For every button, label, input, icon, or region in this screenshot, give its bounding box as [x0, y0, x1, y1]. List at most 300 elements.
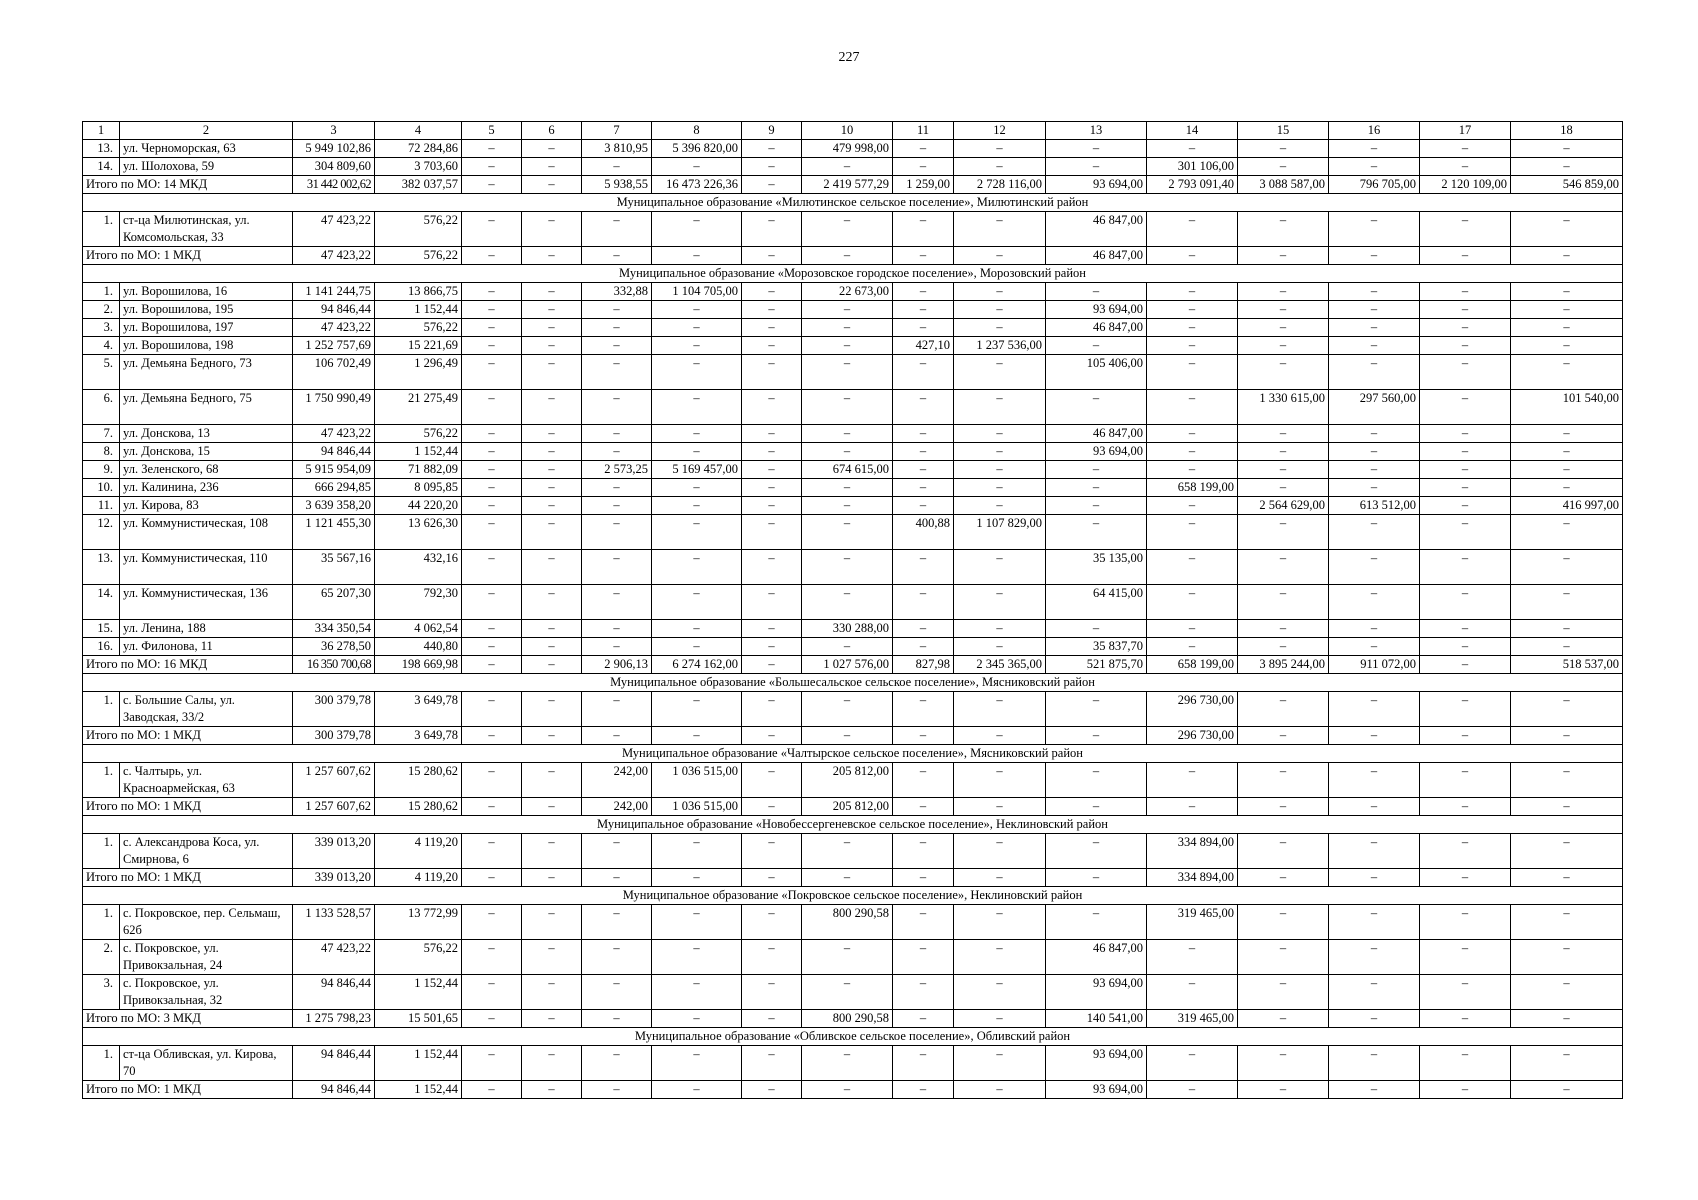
value-cell: – — [954, 550, 1046, 585]
value-cell: – — [1238, 515, 1329, 550]
value-cell: – — [1420, 212, 1511, 247]
value-cell: 800 290,58 — [802, 1010, 893, 1028]
value-cell: 2 573,25 — [582, 461, 652, 479]
address-cell: ул. Шолохова, 59 — [120, 158, 293, 176]
value-cell: – — [954, 497, 1046, 515]
total-row — [83, 1081, 1623, 1099]
value-cell: – — [742, 158, 802, 176]
value-cell: 2 345 365,00 — [954, 656, 1046, 674]
value-cell: – — [522, 834, 582, 869]
table-row — [83, 461, 1623, 479]
value-cell: – — [582, 479, 652, 497]
row-index: 13. — [83, 140, 120, 158]
value-cell: – — [742, 620, 802, 638]
value-cell: – — [1420, 337, 1511, 355]
value-cell: 94 846,44 — [293, 1046, 375, 1081]
value-cell: – — [1511, 869, 1623, 887]
value-cell: – — [652, 940, 742, 975]
section-header-row — [83, 194, 1623, 212]
value-cell: – — [954, 319, 1046, 337]
value-cell: 2 120 109,00 — [1420, 176, 1511, 194]
municipality-title: Муниципальное образование «Покровское сельское поселение», Неклиновский район — [83, 887, 1623, 905]
value-cell: – — [893, 140, 954, 158]
value-cell: – — [1147, 975, 1238, 1010]
value-cell: – — [1238, 692, 1329, 727]
value-cell: – — [1046, 834, 1147, 869]
column-number-cell: 12 — [954, 122, 1046, 140]
address-cell: ул. Филонова, 11 — [120, 638, 293, 656]
value-cell: – — [802, 585, 893, 620]
value-cell: – — [462, 763, 522, 798]
value-cell: 2 564 629,00 — [1238, 497, 1329, 515]
value-cell: – — [954, 461, 1046, 479]
table-row — [83, 620, 1623, 638]
value-cell: – — [893, 834, 954, 869]
total-label: Итого по МО: 1 МКД — [83, 798, 293, 816]
value-cell: – — [522, 869, 582, 887]
value-cell: – — [582, 585, 652, 620]
value-cell: 1 036 515,00 — [652, 763, 742, 798]
row-index: 6. — [83, 390, 120, 425]
value-cell: – — [1046, 692, 1147, 727]
value-cell: – — [742, 515, 802, 550]
value-cell: 330 288,00 — [802, 620, 893, 638]
value-cell: – — [652, 585, 742, 620]
value-cell: 1 257 607,62 — [293, 763, 375, 798]
value-cell: 46 847,00 — [1046, 247, 1147, 265]
address-cell: ул. Зеленского, 68 — [120, 461, 293, 479]
value-cell: – — [954, 301, 1046, 319]
address-cell: ул. Донскова, 13 — [120, 425, 293, 443]
value-cell: 5 169 457,00 — [652, 461, 742, 479]
value-cell: 1 152,44 — [375, 1046, 462, 1081]
value-cell: – — [954, 479, 1046, 497]
address-cell: ст-ца Обливская, ул. Кирова, 70 — [120, 1046, 293, 1081]
value-cell: – — [893, 585, 954, 620]
address-cell: ст-ца Милютинская, ул. Комсомольская, 33 — [120, 212, 293, 247]
value-cell: 72 284,86 — [375, 140, 462, 158]
value-cell: 65 207,30 — [293, 585, 375, 620]
value-cell: – — [1420, 283, 1511, 301]
value-cell: – — [1238, 443, 1329, 461]
value-cell: – — [1420, 443, 1511, 461]
table-row — [83, 301, 1623, 319]
value-cell: – — [652, 443, 742, 461]
value-cell: – — [462, 301, 522, 319]
value-cell: – — [522, 301, 582, 319]
value-cell: – — [893, 355, 954, 390]
value-cell: – — [1329, 727, 1420, 745]
value-cell: – — [1329, 905, 1420, 940]
value-cell: – — [652, 337, 742, 355]
value-cell: – — [954, 975, 1046, 1010]
value-cell: – — [1238, 727, 1329, 745]
value-cell: 47 423,22 — [293, 212, 375, 247]
value-cell: – — [1329, 355, 1420, 390]
value-cell: – — [893, 479, 954, 497]
value-cell: 94 846,44 — [293, 975, 375, 1010]
value-cell: – — [742, 461, 802, 479]
value-cell: – — [1046, 158, 1147, 176]
value-cell: – — [1329, 337, 1420, 355]
value-cell: – — [742, 1046, 802, 1081]
value-cell: – — [652, 727, 742, 745]
value-cell: – — [582, 497, 652, 515]
total-row — [83, 798, 1623, 816]
value-cell: – — [1511, 443, 1623, 461]
section-header-row — [83, 816, 1623, 834]
row-index: 3. — [83, 319, 120, 337]
column-number-cell: 15 — [1238, 122, 1329, 140]
value-cell: – — [582, 319, 652, 337]
value-cell: – — [1511, 905, 1623, 940]
value-cell: – — [1238, 975, 1329, 1010]
table-row — [83, 763, 1623, 798]
value-cell: – — [742, 355, 802, 390]
value-cell: 242,00 — [582, 798, 652, 816]
value-cell: – — [1329, 798, 1420, 816]
value-cell: – — [1147, 763, 1238, 798]
value-cell: – — [1329, 515, 1420, 550]
value-cell: – — [1420, 515, 1511, 550]
value-cell: 1 027 576,00 — [802, 656, 893, 674]
value-cell: – — [893, 638, 954, 656]
row-index: 1. — [83, 1046, 120, 1081]
value-cell: – — [1147, 390, 1238, 425]
value-cell: – — [1046, 479, 1147, 497]
value-cell: – — [1238, 798, 1329, 816]
value-cell: 46 847,00 — [1046, 940, 1147, 975]
value-cell: 46 847,00 — [1046, 212, 1147, 247]
value-cell: 5 949 102,86 — [293, 140, 375, 158]
column-number-cell: 7 — [582, 122, 652, 140]
value-cell: – — [462, 656, 522, 674]
value-cell: – — [582, 940, 652, 975]
value-cell: – — [462, 247, 522, 265]
value-cell: 205 812,00 — [802, 798, 893, 816]
value-cell: 427,10 — [893, 337, 954, 355]
value-cell: – — [522, 1046, 582, 1081]
value-cell: – — [522, 479, 582, 497]
value-cell: – — [893, 975, 954, 1010]
value-cell: 15 221,69 — [375, 337, 462, 355]
value-cell: 205 812,00 — [802, 763, 893, 798]
value-cell: – — [652, 515, 742, 550]
total-label: Итого по МО: 14 МКД — [83, 176, 293, 194]
value-cell: – — [893, 461, 954, 479]
row-index: 5. — [83, 355, 120, 390]
value-cell: – — [1046, 620, 1147, 638]
value-cell: 334 894,00 — [1147, 869, 1238, 887]
value-cell: – — [1329, 1081, 1420, 1099]
value-cell: – — [462, 692, 522, 727]
value-cell: – — [1147, 443, 1238, 461]
value-cell: – — [1329, 585, 1420, 620]
value-cell: – — [582, 443, 652, 461]
row-index: 1. — [83, 834, 120, 869]
value-cell: – — [1238, 158, 1329, 176]
value-cell: – — [1511, 337, 1623, 355]
value-cell: 666 294,85 — [293, 479, 375, 497]
value-cell: – — [1147, 355, 1238, 390]
value-cell: 15 280,62 — [375, 763, 462, 798]
row-index: 9. — [83, 461, 120, 479]
row-index: 16. — [83, 638, 120, 656]
value-cell: – — [1511, 140, 1623, 158]
value-cell: – — [1511, 319, 1623, 337]
column-number-cell: 18 — [1511, 122, 1623, 140]
value-cell: – — [522, 461, 582, 479]
table-row — [83, 443, 1623, 461]
value-cell: 1 152,44 — [375, 443, 462, 461]
value-cell: – — [462, 798, 522, 816]
value-cell: – — [742, 319, 802, 337]
value-cell: – — [802, 940, 893, 975]
value-cell: – — [954, 390, 1046, 425]
value-cell: 521 875,70 — [1046, 656, 1147, 674]
municipality-title: Муниципальное образование «Большесальское сельское поселение», Мясниковский район — [83, 674, 1623, 692]
value-cell: – — [522, 176, 582, 194]
value-cell: – — [1147, 283, 1238, 301]
address-cell: ул. Донскова, 15 — [120, 443, 293, 461]
value-cell: – — [1511, 834, 1623, 869]
value-cell: 5 938,55 — [582, 176, 652, 194]
value-cell: – — [652, 869, 742, 887]
value-cell: – — [652, 479, 742, 497]
value-cell: – — [582, 975, 652, 1010]
value-cell: – — [1329, 1046, 1420, 1081]
value-cell: 93 694,00 — [1046, 443, 1147, 461]
value-cell: – — [1147, 585, 1238, 620]
value-cell: – — [462, 283, 522, 301]
value-cell: – — [1511, 283, 1623, 301]
value-cell: 36 278,50 — [293, 638, 375, 656]
value-cell: – — [893, 905, 954, 940]
value-cell: – — [1420, 763, 1511, 798]
address-cell: ул. Демьяна Бедного, 75 — [120, 390, 293, 425]
value-cell: – — [522, 158, 582, 176]
value-cell: 16 350 700,68 — [293, 656, 375, 674]
row-index: 12. — [83, 515, 120, 550]
value-cell: 319 465,00 — [1147, 905, 1238, 940]
value-cell: – — [802, 727, 893, 745]
value-cell: – — [522, 905, 582, 940]
value-cell: – — [522, 515, 582, 550]
value-cell: – — [1420, 638, 1511, 656]
municipality-title: Муниципальное образование «Милютинское сельское поселение», Милютинский район — [83, 194, 1623, 212]
value-cell: – — [1238, 940, 1329, 975]
value-cell: – — [802, 1081, 893, 1099]
total-row — [83, 247, 1623, 265]
value-cell: – — [1329, 763, 1420, 798]
value-cell: – — [1238, 140, 1329, 158]
value-cell: – — [1511, 763, 1623, 798]
column-number-cell: 16 — [1329, 122, 1420, 140]
value-cell: – — [1511, 158, 1623, 176]
value-cell: – — [1420, 798, 1511, 816]
value-cell: – — [582, 620, 652, 638]
value-cell: – — [802, 425, 893, 443]
value-cell: – — [582, 1081, 652, 1099]
value-cell: – — [652, 834, 742, 869]
value-cell: – — [1420, 355, 1511, 390]
value-cell: 332,88 — [582, 283, 652, 301]
value-cell: – — [582, 727, 652, 745]
value-cell: – — [1329, 301, 1420, 319]
value-cell: 2 906,13 — [582, 656, 652, 674]
total-label: Итого по МО: 3 МКД — [83, 1010, 293, 1028]
value-cell: – — [462, 319, 522, 337]
value-cell: – — [1147, 301, 1238, 319]
value-cell: – — [1511, 1046, 1623, 1081]
value-cell: 440,80 — [375, 638, 462, 656]
value-cell: – — [582, 834, 652, 869]
value-cell: – — [462, 443, 522, 461]
value-cell: – — [1329, 140, 1420, 158]
value-cell: 432,16 — [375, 550, 462, 585]
value-cell: – — [1329, 212, 1420, 247]
value-cell: 5 396 820,00 — [652, 140, 742, 158]
total-row — [83, 1010, 1623, 1028]
value-cell: – — [462, 727, 522, 745]
value-cell: – — [652, 1010, 742, 1028]
value-cell: – — [522, 763, 582, 798]
value-cell: 792,30 — [375, 585, 462, 620]
value-cell: – — [802, 692, 893, 727]
value-cell: 1 252 757,69 — [293, 337, 375, 355]
value-cell: 198 669,98 — [375, 656, 462, 674]
value-cell: – — [1329, 479, 1420, 497]
value-cell: 47 423,22 — [293, 425, 375, 443]
value-cell: – — [1511, 550, 1623, 585]
value-cell: – — [1420, 620, 1511, 638]
value-cell: – — [742, 497, 802, 515]
value-cell: – — [1238, 247, 1329, 265]
value-cell: – — [802, 301, 893, 319]
value-cell: 93 694,00 — [1046, 301, 1147, 319]
value-cell: – — [1420, 479, 1511, 497]
column-number-cell: 3 — [293, 122, 375, 140]
value-cell: – — [522, 940, 582, 975]
value-cell: – — [1147, 319, 1238, 337]
value-cell: – — [1420, 656, 1511, 674]
table-row — [83, 905, 1623, 940]
value-cell: – — [1420, 869, 1511, 887]
value-cell: 800 290,58 — [802, 905, 893, 940]
row-index: 1. — [83, 763, 120, 798]
value-cell: 2 728 116,00 — [954, 176, 1046, 194]
value-cell: – — [1238, 1010, 1329, 1028]
value-cell: 1 133 528,57 — [293, 905, 375, 940]
value-cell: – — [1046, 140, 1147, 158]
value-cell: – — [522, 283, 582, 301]
value-cell: – — [1046, 283, 1147, 301]
value-cell: 304 809,60 — [293, 158, 375, 176]
table-row — [83, 390, 1623, 425]
value-cell: – — [954, 869, 1046, 887]
value-cell: – — [652, 247, 742, 265]
value-cell: – — [742, 479, 802, 497]
value-cell: 8 095,85 — [375, 479, 462, 497]
value-cell: 296 730,00 — [1147, 727, 1238, 745]
value-cell: 1 257 607,62 — [293, 798, 375, 816]
value-cell: – — [802, 1046, 893, 1081]
value-cell: – — [1329, 550, 1420, 585]
value-cell: – — [1046, 727, 1147, 745]
value-cell: – — [1147, 620, 1238, 638]
value-cell: 4 119,20 — [375, 834, 462, 869]
value-cell: – — [893, 497, 954, 515]
value-cell: – — [954, 425, 1046, 443]
value-cell: – — [522, 319, 582, 337]
value-cell: – — [1329, 975, 1420, 1010]
value-cell: 13 772,99 — [375, 905, 462, 940]
value-cell: 1 259,00 — [893, 176, 954, 194]
value-cell: 71 882,09 — [375, 461, 462, 479]
value-cell: 334 350,54 — [293, 620, 375, 638]
value-cell: – — [742, 656, 802, 674]
value-cell: 2 419 577,29 — [802, 176, 893, 194]
value-cell: – — [1511, 975, 1623, 1010]
column-number-cell: 9 — [742, 122, 802, 140]
value-cell: – — [893, 869, 954, 887]
value-cell: – — [1238, 301, 1329, 319]
value-cell: – — [652, 692, 742, 727]
value-cell: – — [1420, 905, 1511, 940]
value-cell: 47 423,22 — [293, 247, 375, 265]
value-cell: – — [652, 620, 742, 638]
value-cell: – — [522, 975, 582, 1010]
value-cell: – — [582, 869, 652, 887]
value-cell: – — [1147, 1046, 1238, 1081]
value-cell: – — [462, 479, 522, 497]
value-cell: – — [893, 620, 954, 638]
table-row — [83, 940, 1623, 975]
value-cell: 6 274 162,00 — [652, 656, 742, 674]
table-row — [83, 319, 1623, 337]
value-cell: – — [1329, 247, 1420, 265]
value-cell: – — [522, 620, 582, 638]
value-cell: – — [1420, 497, 1511, 515]
value-cell: – — [893, 390, 954, 425]
value-cell: – — [1511, 301, 1623, 319]
value-cell: 674 615,00 — [802, 461, 893, 479]
value-cell: – — [802, 638, 893, 656]
value-cell: – — [742, 283, 802, 301]
value-cell: – — [802, 550, 893, 585]
value-cell: – — [1238, 425, 1329, 443]
address-cell: с. Чалтырь, ул. Красноармейская, 63 — [120, 763, 293, 798]
value-cell: – — [652, 638, 742, 656]
value-cell: – — [1329, 158, 1420, 176]
value-cell: – — [582, 425, 652, 443]
column-number-cell: 2 — [120, 122, 293, 140]
value-cell: – — [1420, 585, 1511, 620]
value-cell: 2 793 091,40 — [1147, 176, 1238, 194]
page-number: 227 — [838, 50, 860, 65]
value-cell: – — [1420, 727, 1511, 745]
value-cell: 93 694,00 — [1046, 1081, 1147, 1099]
value-cell: – — [462, 905, 522, 940]
value-cell: – — [1511, 247, 1623, 265]
value-cell: 576,22 — [375, 212, 462, 247]
value-cell: – — [1238, 905, 1329, 940]
value-cell: 518 537,00 — [1511, 656, 1623, 674]
value-cell: – — [742, 869, 802, 887]
value-cell: – — [522, 550, 582, 585]
value-cell: – — [1511, 638, 1623, 656]
value-cell: – — [1147, 212, 1238, 247]
